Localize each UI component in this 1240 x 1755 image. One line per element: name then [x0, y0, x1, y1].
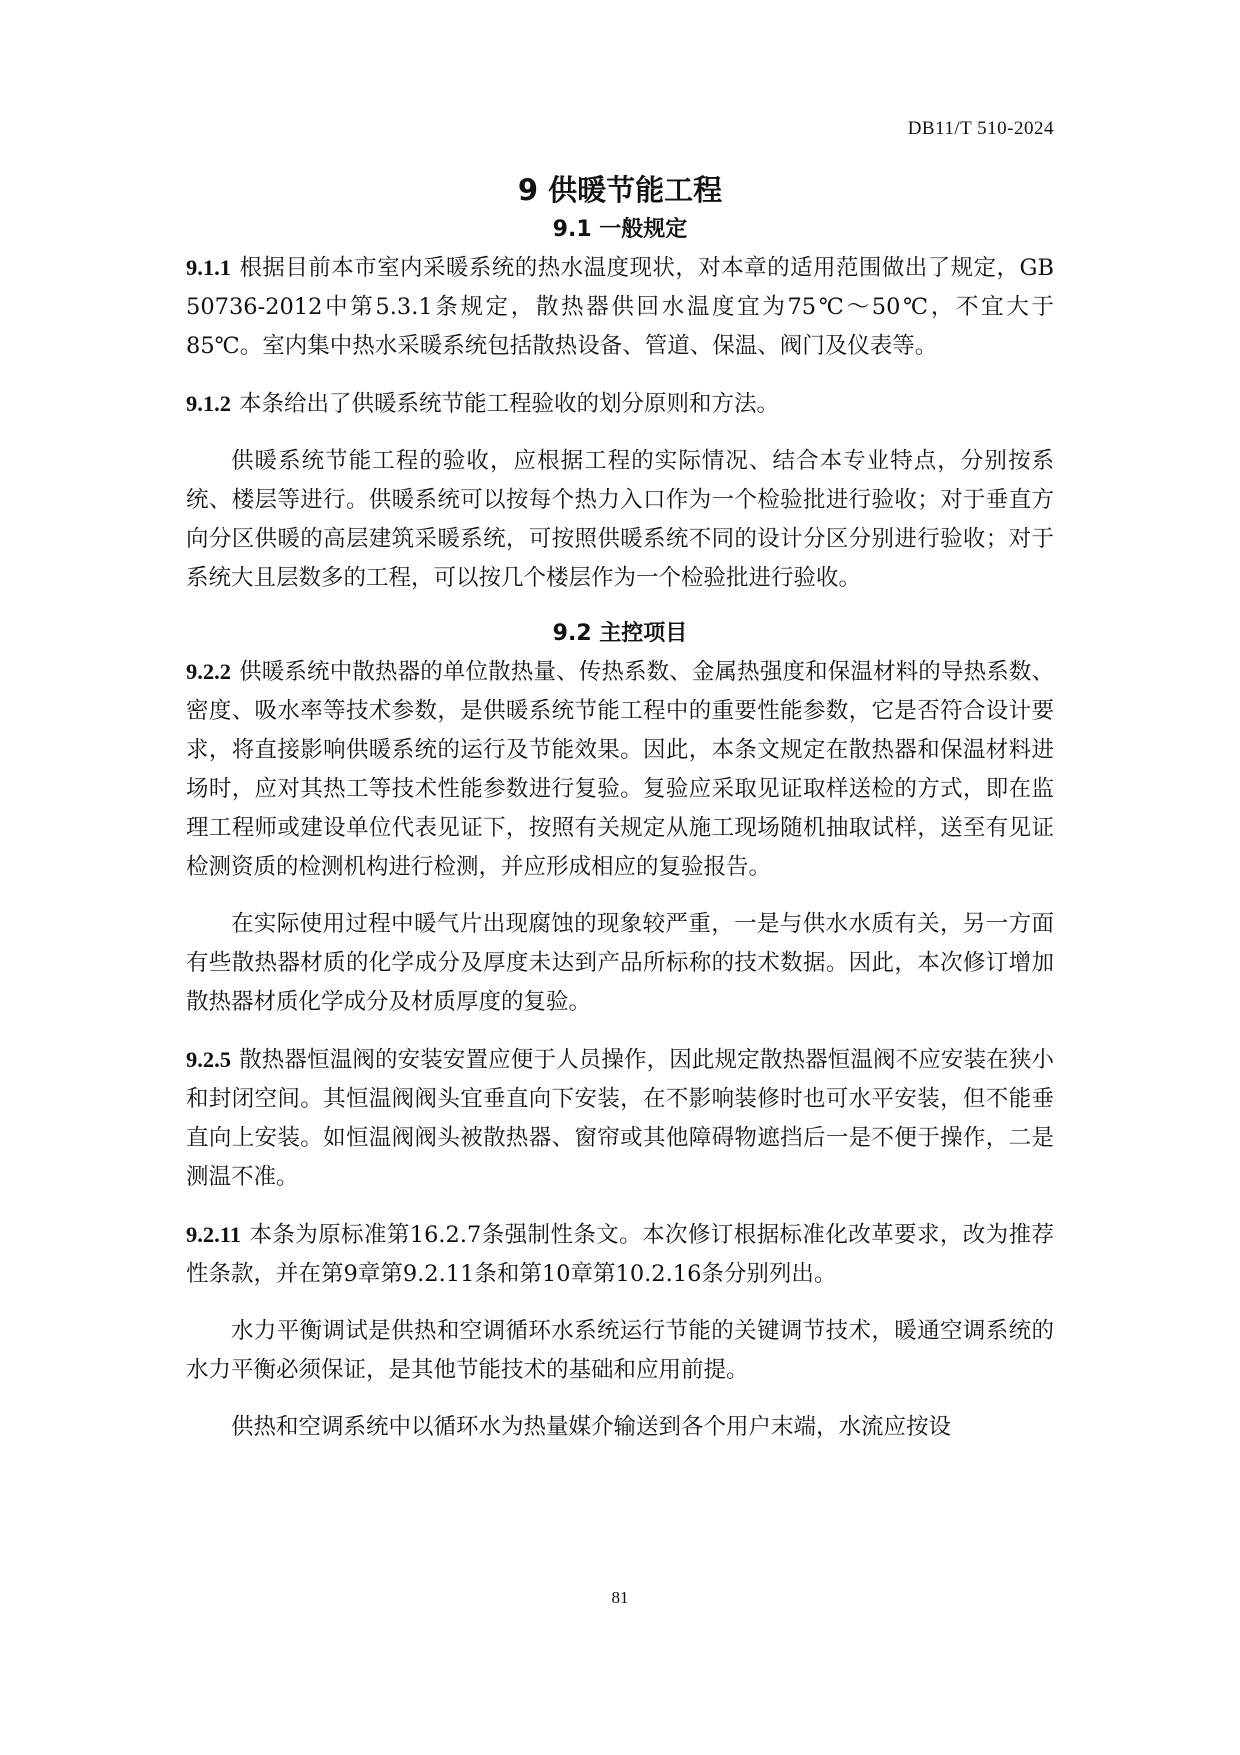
clause-text: 本条为原标准第16.2.7条强制性条文。本次修订根据标准化改革要求，改为推荐性条款，并在第9章第9.2.11条和第10章第10.2.16条分别列出。: [186, 1222, 1054, 1287]
clause-number: 9.2.5: [186, 1047, 231, 1072]
section-title-9-1: 9.1 一般规定: [552, 217, 688, 242]
document-body: [186, 168, 1054, 1465]
clause-text: 本条给出了供暖系统节能工程验收的划分原则和方法。: [239, 391, 780, 417]
chapter-title: 9 供暖节能工程: [517, 173, 723, 207]
clause-9-2-2: [186, 652, 1054, 887]
clause-number: 9.2.2: [186, 659, 231, 684]
clause-number: 9.2.11: [186, 1222, 242, 1247]
clause-9-2-11: [186, 1215, 1054, 1294]
clause-number: 9.1.1: [186, 255, 231, 280]
paragraph: 在实际使用过程中暖气片出现腐蚀的现象较严重，一是与供水水质有关，另一方面有些散热器材质的化学成分及厚度未达到产品所标称的技术数据。因此，本次修订增加散热器材质化学成分及材质厚度的复验。: [186, 911, 1054, 1015]
section-title-9-2: 9.2 主控项目: [552, 621, 688, 646]
clause-text: 散热器恒温阀的安装安置应便于人员操作，因此规定散热器恒温阀不应安装在狭小和封闭空间。其恒温阀阀头宜垂直向下安装，在不影响装修时也可水平安装，但不能垂直向上安装。如恒温阀阀头被散热器、窗帘或其他障碍物遮挡后一是不便于操作，二是测温不准。: [186, 1047, 1054, 1190]
paragraph: 供热和空调系统中以循环水为热量媒介输送到各个用户末端，水流应按设: [231, 1414, 952, 1440]
page-number: 81: [611, 1588, 629, 1607]
paragraph: 供暖系统节能工程的验收，应根据工程的实际情况、结合本专业特点，分别按系统、楼层等进行。供暖系统可以按每个热力入口作为一个检验批进行验收；对于垂直方向分区供暖的高层建筑采暖系统，可按照供暖系统不同的设计分区分别进行验收；对于系统大且层数多的工程，可以按几个楼层作为一个检验批进行验收。: [186, 448, 1054, 591]
clause-text: 根据目前本市室内采暖系统的热水温度现状，对本章的适用范围做出了规定，GB 50736-2012中第5.3.1条规定，散热器供回水温度宜为75℃～50℃，不宜大于85℃。室内集中热水采暖系统包括散热设备、管道、保温、阀门及仪表等。: [186, 255, 1054, 359]
paragraph: 水力平衡调试是供热和空调循环水系统运行节能的关键调节技术，暖通空调系统的水力平衡必须保证，是其他节能技术的基础和应用前提。: [186, 1318, 1054, 1383]
clause-number: 9.1.2: [186, 391, 231, 416]
clause-9-2-5: [186, 1040, 1054, 1197]
clause-9-1-2: [186, 384, 1054, 424]
clause-text: 供暖系统中散热器的单位散热量、传热系数、金属热强度和保温材料的导热系数、密度、吸水率等技术参数，是供暖系统节能工程中的重要性能参数，它是否符合设计要求，将直接影响供暖系统的运行及节能效果。因此，本条文规定在散热器和保温材料进场时，应对其热工等技术性能参数进行复验。复验应采取见证取样送检的方式，即在监理工程师或建设单位代表见证下，按照有关规定从施工现场随机抽取试样，送至有见证检测资质的检测机构进行检测，并应形成相应的复验报告。: [186, 659, 1054, 880]
standard-code-header: DB11/T 510-2024: [907, 118, 1054, 139]
clause-9-1-1: [186, 248, 1054, 366]
